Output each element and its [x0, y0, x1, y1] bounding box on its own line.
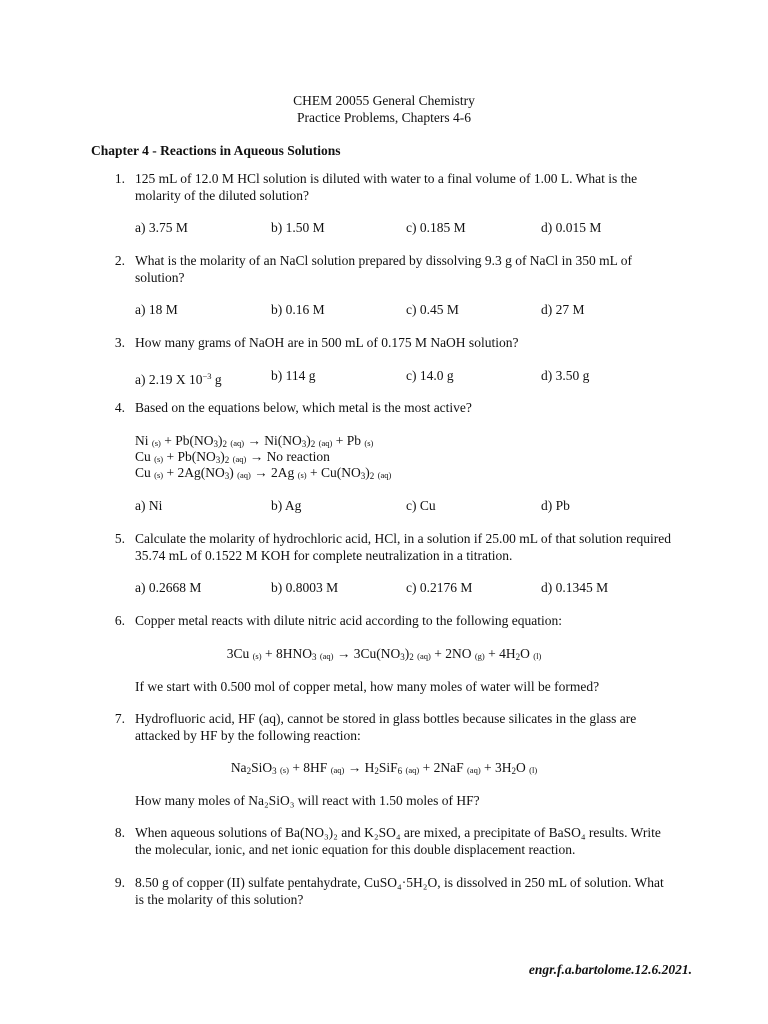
question-number: 4.: [114, 400, 125, 415]
choice-2d: d) 27 M: [541, 302, 585, 317]
question-number: 7.: [114, 711, 125, 726]
question-number: 6.: [114, 613, 125, 628]
choice-3d: d) 3.50 g: [541, 368, 590, 383]
question-2-line-1: What is the molarity of an NaCl solution prepared by dissolving 9.3 g of NaCl in 350 mL of: [135, 253, 633, 268]
choice-3a-unit: g: [211, 372, 222, 387]
question-number: 8.: [114, 825, 125, 840]
question-number: 5.: [114, 531, 125, 546]
question-number: 3.: [114, 335, 125, 350]
question-9-line-1: 8.50 g of copper (II) sulfate pentahydrate, CuSO₄·5H₂O, is dissolved in 250 mL of solution. What: [135, 875, 664, 890]
choice-1b: b) 1.50 M: [271, 220, 325, 235]
course-title: CHEM 20055 General Chemistry: [293, 93, 475, 108]
question-6-followup: If we start with 0.500 mol of copper metal, how many moles of water will be formed?: [135, 679, 600, 694]
choice-5d: d) 0.1345 M: [541, 580, 609, 595]
question-9-line-2: is the molarity of this solution?: [135, 891, 304, 907]
question-1-line-1: 125 mL of 12.0 M HCl solution is diluted with water to a final volume of 1.00 L. What is the: [135, 171, 638, 186]
question-7-line-2: attacked by HF by the following reaction:: [135, 727, 361, 743]
choice-1d: d) 0.015 M: [541, 220, 602, 235]
question-7-line-1: Hydrofluoric acid, HF (aq), cannot be stored in glass bottles because silicates in the glass are: [135, 711, 637, 726]
question-8-line-2: the molecular, ionic, and net ionic equation for this double displacement reaction.: [135, 841, 576, 857]
choice-1a: a) 3.75 M: [135, 220, 188, 235]
question-6-text: [135, 613, 677, 630]
choice-4a: a) Ni: [135, 498, 163, 513]
choice-2c: c) 0.45 M: [406, 302, 459, 317]
q4-equation-3: Cu $(s) + 2Ag(NO_3) (aq) \to 2Ag$ $(s) + Cu(NO_3)_2$ (aq): [135, 465, 392, 481]
choice-4c: c) Cu: [406, 498, 436, 513]
choice-5b: b) 0.8003 M: [271, 580, 339, 595]
q7-equation: $Na_2SiO_3$ (s) + 8HF $(aq) \to H_2SiF_6$ (aq) + 2NaF $(aq) + 3H_2O$ (l): [230, 760, 538, 776]
question-number: 2.: [114, 253, 125, 268]
choice-3a-mantissa: a) 2.19 X 10: [135, 372, 203, 387]
choice-5a: a) 0.2668 M: [135, 580, 202, 595]
question-3-line-1: How many grams of NaOH are in 500 mL of 0.175 M NaOH solution?: [135, 335, 519, 350]
q4-equation-2: Cu $(s) + Pb(NO_3)_2$ (aq) → No reaction: [135, 449, 330, 465]
question-5-text: [135, 531, 677, 564]
question-3-text: [135, 335, 677, 352]
question-9-text: [135, 875, 677, 908]
choice-3a-exponent: −3: [202, 371, 212, 381]
choice-2a: a) 18 M: [135, 302, 178, 317]
chapter-heading: Chapter 4 - Reactions in Aqueous Solutions: [91, 143, 341, 158]
question-6-line-1: Copper metal reacts with dilute nitric acid according to the following equation:: [135, 613, 562, 628]
q4-equation-1: Ni $(s) + Pb(NO_3)_2$ $(aq) \to Ni(NO_3)_2$ (aq) + Pb (s): [135, 433, 374, 449]
question-1-text: [135, 171, 677, 204]
document-subtitle: Practice Problems, Chapters 4-6: [297, 110, 471, 125]
choice-4d: d) Pb: [541, 498, 570, 513]
question-8-text: [135, 825, 677, 858]
choice-3c: c) 14.0 g: [406, 368, 454, 383]
choice-1c: c) 0.185 M: [406, 220, 466, 235]
choice-3b: b) 114 g: [271, 368, 316, 383]
question-1-line-2: molarity of the diluted solution?: [135, 187, 309, 203]
question-7-followup: How many moles of Na₂SiO₃ will react with 1.50 moles of HF?: [135, 793, 480, 808]
question-4-line-1: Based on the equations below, which metal is the most active?: [135, 400, 472, 415]
question-5-line-2: 35.74 mL of 0.1522 M KOH for complete neutralization in a titration.: [135, 547, 513, 563]
question-2-line-2: solution?: [135, 269, 185, 285]
q6-equation: 3Cu $(s) + 8HNO_3$ $(aq) \to 3Cu(NO_3)_2$ (aq) + 2NO $(g) + 4H_2O$ (l): [226, 646, 542, 662]
choice-5c: c) 0.2176 M: [406, 580, 473, 595]
author-signature: engr.f.a.bartolome.12.6.2021.: [528, 962, 692, 977]
question-8-line-1: When aqueous solutions of Ba(NO₃)₂ and K₂SO₄ are mixed, a precipitate of BaSO₄ results. Write: [135, 825, 661, 840]
question-4-text: [135, 400, 677, 417]
question-5-line-1: Calculate the molarity of hydrochloric acid, HCl, in a solution if 25.00 mL of that solution required: [135, 531, 672, 546]
choice-3a: [135, 368, 222, 389]
question-number: 1.: [114, 171, 125, 186]
question-7-text: [135, 711, 677, 744]
choice-2b: b) 0.16 M: [271, 302, 325, 317]
choice-4b: b) Ag: [271, 498, 302, 513]
question-number: 9.: [114, 875, 125, 890]
question-2-text: [135, 253, 677, 286]
